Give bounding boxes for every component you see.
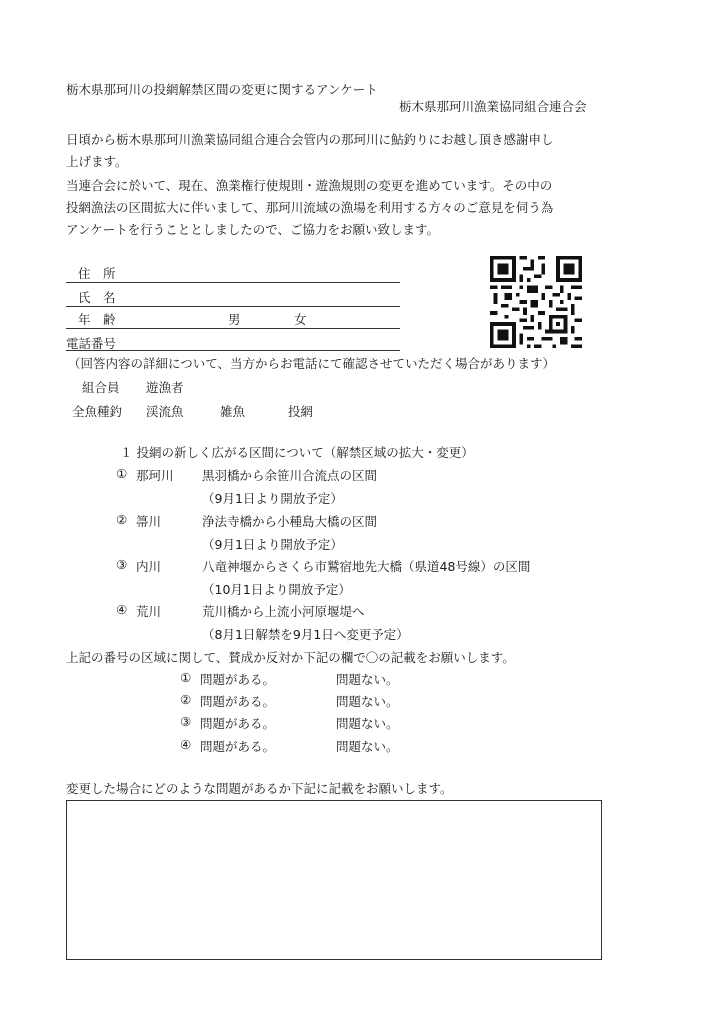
intro-line: 当連合会に於いて、現在、漁業権行使規則・遊漁規則の変更を進めています。その中の	[66, 178, 553, 193]
item-note: （10月1日より開放予定）	[202, 582, 351, 597]
intro-line: 日頃から栃木県那珂川漁業協同組合連合会管内の那珂川に鮎釣りにお越し頂き感謝申し	[66, 132, 554, 147]
item-note: （9月1日より開放予定）	[202, 491, 343, 506]
fish-misc-option[interactable]: 雑魚	[220, 404, 246, 419]
fish-stream-option[interactable]: 渓流魚	[146, 404, 184, 419]
item-description: 八竜神堰からさくら市鷲宿地先大橋（県道48号線）の区間	[202, 559, 531, 574]
vote-number: ④	[180, 737, 192, 752]
vote-number: ②	[180, 692, 192, 707]
vote-number: ①	[180, 670, 192, 685]
vote-problem-option[interactable]: 問題がある。	[200, 716, 276, 731]
address-label: 住 所	[78, 266, 116, 281]
member-option[interactable]: 組合員	[82, 380, 120, 395]
age-field[interactable]	[66, 328, 400, 329]
fish-all-option[interactable]: 全魚種釣	[72, 404, 123, 419]
vote-number: ③	[180, 714, 192, 729]
item-river: 箒川	[136, 514, 162, 529]
organization-name: 栃木県那珂川漁業協同組合連合会	[399, 99, 587, 114]
vote-problem-option[interactable]: 問題がある。	[200, 739, 276, 754]
item-number: ④	[116, 602, 128, 617]
qr-code-icon	[490, 256, 582, 348]
comment-prompt: 変更した場合にどのような問題があるか下記に記載をお願いします。	[66, 781, 453, 796]
name-field[interactable]	[66, 306, 400, 307]
item-description: 黒羽橋から余笹川合流点の区間	[202, 468, 378, 483]
item-number: ①	[116, 466, 128, 481]
comment-box[interactable]	[66, 800, 602, 960]
intro-line: 投網漁法の区間拡大に伴いまして、那珂川流域の漁場を利用する方々のご意見を伺う為	[66, 200, 554, 215]
vote-no-problem-option[interactable]: 問題ない。	[336, 739, 399, 754]
male-option[interactable]: 男	[228, 312, 241, 327]
intro-line: アンケートを行うこととしましたので、ご協力をお願い致します。	[66, 222, 440, 237]
item-description: 浄法寺橋から小種島大橋の区間	[202, 514, 378, 529]
item-river: 那珂川	[136, 468, 174, 483]
item-description: 荒川橋から上流小河原堰堤へ	[202, 604, 365, 619]
intro-line: 上げます。	[66, 154, 128, 169]
item-river: 荒川	[136, 604, 162, 619]
name-label: 氏 名	[78, 290, 116, 305]
phone-label: 電話番号	[66, 336, 117, 351]
phone-field[interactable]	[66, 350, 400, 351]
vote-prompt: 上記の番号の区域に関して、賛成か反対か下記の欄で〇の記載をお願いします。	[66, 650, 515, 665]
survey-title: 栃木県那珂川の投網解禁区間の変更に関するアンケート	[66, 82, 378, 97]
item-note: （9月1日より開放予定）	[202, 537, 343, 552]
vote-no-problem-option[interactable]: 問題ない。	[336, 694, 399, 709]
age-label: 年 齢	[78, 312, 116, 327]
vote-no-problem-option[interactable]: 問題ない。	[336, 672, 399, 687]
item-river: 内川	[136, 559, 162, 574]
female-option[interactable]: 女	[294, 312, 307, 327]
section-heading: １ 投網の新しく広がる区間について（解禁区域の拡大・変更）	[120, 445, 474, 460]
item-number: ③	[116, 557, 128, 572]
vote-problem-option[interactable]: 問題がある。	[200, 694, 276, 709]
contact-note: （回答内容の詳細について、当方からお電話にて確認させていただく場合があります）	[68, 356, 556, 371]
item-number: ②	[116, 512, 128, 527]
vote-problem-option[interactable]: 問題がある。	[200, 672, 276, 687]
angler-option[interactable]: 遊漁者	[146, 380, 184, 395]
address-field[interactable]	[66, 282, 400, 283]
fish-net-option[interactable]: 投網	[288, 404, 314, 419]
vote-no-problem-option[interactable]: 問題ない。	[336, 716, 399, 731]
item-note: （8月1日解禁を9月1日へ変更予定）	[202, 627, 409, 642]
